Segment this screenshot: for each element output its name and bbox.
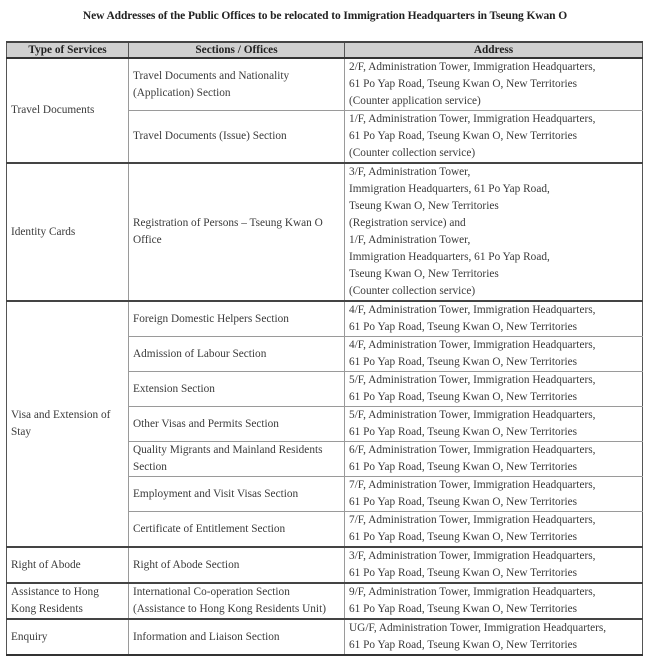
- service-type-cell: Visa and Extension of Stay: [7, 301, 129, 547]
- service-type-cell: Right of Abode: [7, 547, 129, 583]
- section-cell: Right of Abode Section: [129, 547, 345, 583]
- address-cell: [345, 407, 643, 442]
- address-line: 61 Po Yap Road, Tseung Kwan O, New Territories: [349, 461, 577, 473]
- address-line: 61 Po Yap Road, Tseung Kwan O, New Territories: [349, 426, 577, 438]
- table-row: [7, 619, 643, 655]
- offices-table: [6, 41, 643, 656]
- service-type-cell: Travel Documents: [7, 58, 129, 163]
- table-header-row: [7, 42, 643, 58]
- address-line: Immigration Headquarters, 61 Po Yap Road,: [349, 183, 550, 195]
- header-type-of-services: Type of Services: [7, 42, 129, 58]
- address-line: 61 Po Yap Road, Tseung Kwan O, New Territories: [349, 78, 577, 90]
- service-type-cell: Assistance to Hong Kong Residents: [7, 583, 129, 619]
- address-cell: [345, 372, 643, 407]
- address-line: Immigration Headquarters, 61 Po Yap Road,: [349, 251, 550, 263]
- address-line: Tseung Kwan O, New Territories: [349, 268, 499, 280]
- service-type-cell: Enquiry: [7, 619, 129, 655]
- table-row: [7, 583, 643, 619]
- table-row: [7, 301, 643, 337]
- address-line: 5/F, Administration Tower, Immigration Headquarters,: [349, 374, 596, 386]
- address-line: 7/F, Administration Tower, Immigration Headquarters,: [349, 514, 596, 526]
- address-cell: [345, 301, 643, 337]
- address-cell: [345, 583, 643, 619]
- section-cell: Information and Liaison Section: [129, 619, 345, 655]
- address-cell: [345, 512, 643, 548]
- address-line: 61 Po Yap Road, Tseung Kwan O, New Territories: [349, 356, 577, 368]
- section-cell: Travel Documents (Issue) Section: [129, 111, 345, 164]
- address-line: 5/F, Administration Tower, Immigration Headquarters,: [349, 409, 596, 421]
- address-line: (Counter collection service): [349, 285, 476, 297]
- address-line: 61 Po Yap Road, Tseung Kwan O, New Territories: [349, 391, 577, 403]
- address-cell: [345, 547, 643, 583]
- address-line: 61 Po Yap Road, Tseung Kwan O, New Territories: [349, 496, 577, 508]
- address-line: 2/F, Administration Tower, Immigration Headquarters,: [349, 61, 596, 73]
- header-address: Address: [345, 42, 643, 58]
- header-sections-offices: Sections / Offices: [129, 42, 345, 58]
- section-cell: Foreign Domestic Helpers Section: [129, 301, 345, 337]
- address-line: 3/F, Administration Tower,: [349, 166, 471, 178]
- address-line: 1/F, Administration Tower,: [349, 234, 471, 246]
- section-cell: Quality Migrants and Mainland Residents Section: [129, 442, 345, 477]
- address-line: 61 Po Yap Road, Tseung Kwan O, New Territories: [349, 531, 577, 543]
- table-row: [7, 163, 643, 301]
- address-line: 61 Po Yap Road, Tseung Kwan O, New Territories: [349, 130, 577, 142]
- address-cell: [345, 442, 643, 477]
- table-body: [7, 58, 643, 655]
- address-line: 9/F, Administration Tower, Immigration Headquarters,: [349, 586, 596, 598]
- section-cell: Other Visas and Permits Section: [129, 407, 345, 442]
- address-cell: [345, 163, 643, 301]
- address-line: (Counter application service): [349, 95, 481, 107]
- address-line: 4/F, Administration Tower, Immigration Headquarters,: [349, 339, 596, 351]
- address-line: UG/F, Administration Tower, Immigration Headquarters,: [349, 622, 607, 634]
- section-cell: International Co-operation Section (Assistance to Hong Kong Residents Unit): [129, 583, 345, 619]
- section-cell: Employment and Visit Visas Section: [129, 477, 345, 512]
- address-line: 4/F, Administration Tower, Immigration Headquarters,: [349, 304, 596, 316]
- section-cell: Registration of Persons – Tseung Kwan O Office: [129, 163, 345, 301]
- address-line: 1/F, Administration Tower, Immigration Headquarters,: [349, 113, 596, 125]
- address-line: (Counter collection service): [349, 147, 476, 159]
- section-cell: Certificate of Entitlement Section: [129, 512, 345, 548]
- address-line: 61 Po Yap Road, Tseung Kwan O, New Territories: [349, 603, 577, 615]
- table-row: [7, 547, 643, 583]
- address-cell: [345, 58, 643, 111]
- address-line: 6/F, Administration Tower, Immigration Headquarters,: [349, 444, 596, 456]
- address-cell: [345, 619, 643, 655]
- address-line: 3/F, Administration Tower, Immigration Headquarters,: [349, 550, 596, 562]
- section-cell: Extension Section: [129, 372, 345, 407]
- service-type-cell: Identity Cards: [7, 163, 129, 301]
- address-cell: [345, 337, 643, 372]
- address-line: 7/F, Administration Tower, Immigration Headquarters,: [349, 479, 596, 491]
- address-cell: [345, 477, 643, 512]
- address-line: Tseung Kwan O, New Territories: [349, 200, 499, 212]
- document-title: New Addresses of the Public Offices to be relocated to Immigration Headquarters in Tseung Kwan O: [82, 10, 568, 22]
- section-cell: Admission of Labour Section: [129, 337, 345, 372]
- table-row: [7, 58, 643, 111]
- address-line: 61 Po Yap Road, Tseung Kwan O, New Territories: [349, 567, 577, 579]
- address-line: 61 Po Yap Road, Tseung Kwan O, New Territories: [349, 321, 577, 333]
- address-cell: [345, 111, 643, 164]
- address-line: (Registration service) and: [349, 217, 466, 229]
- section-cell: Travel Documents and Nationality (Application) Section: [129, 58, 345, 111]
- address-line: 61 Po Yap Road, Tseung Kwan O, New Territories: [349, 639, 577, 651]
